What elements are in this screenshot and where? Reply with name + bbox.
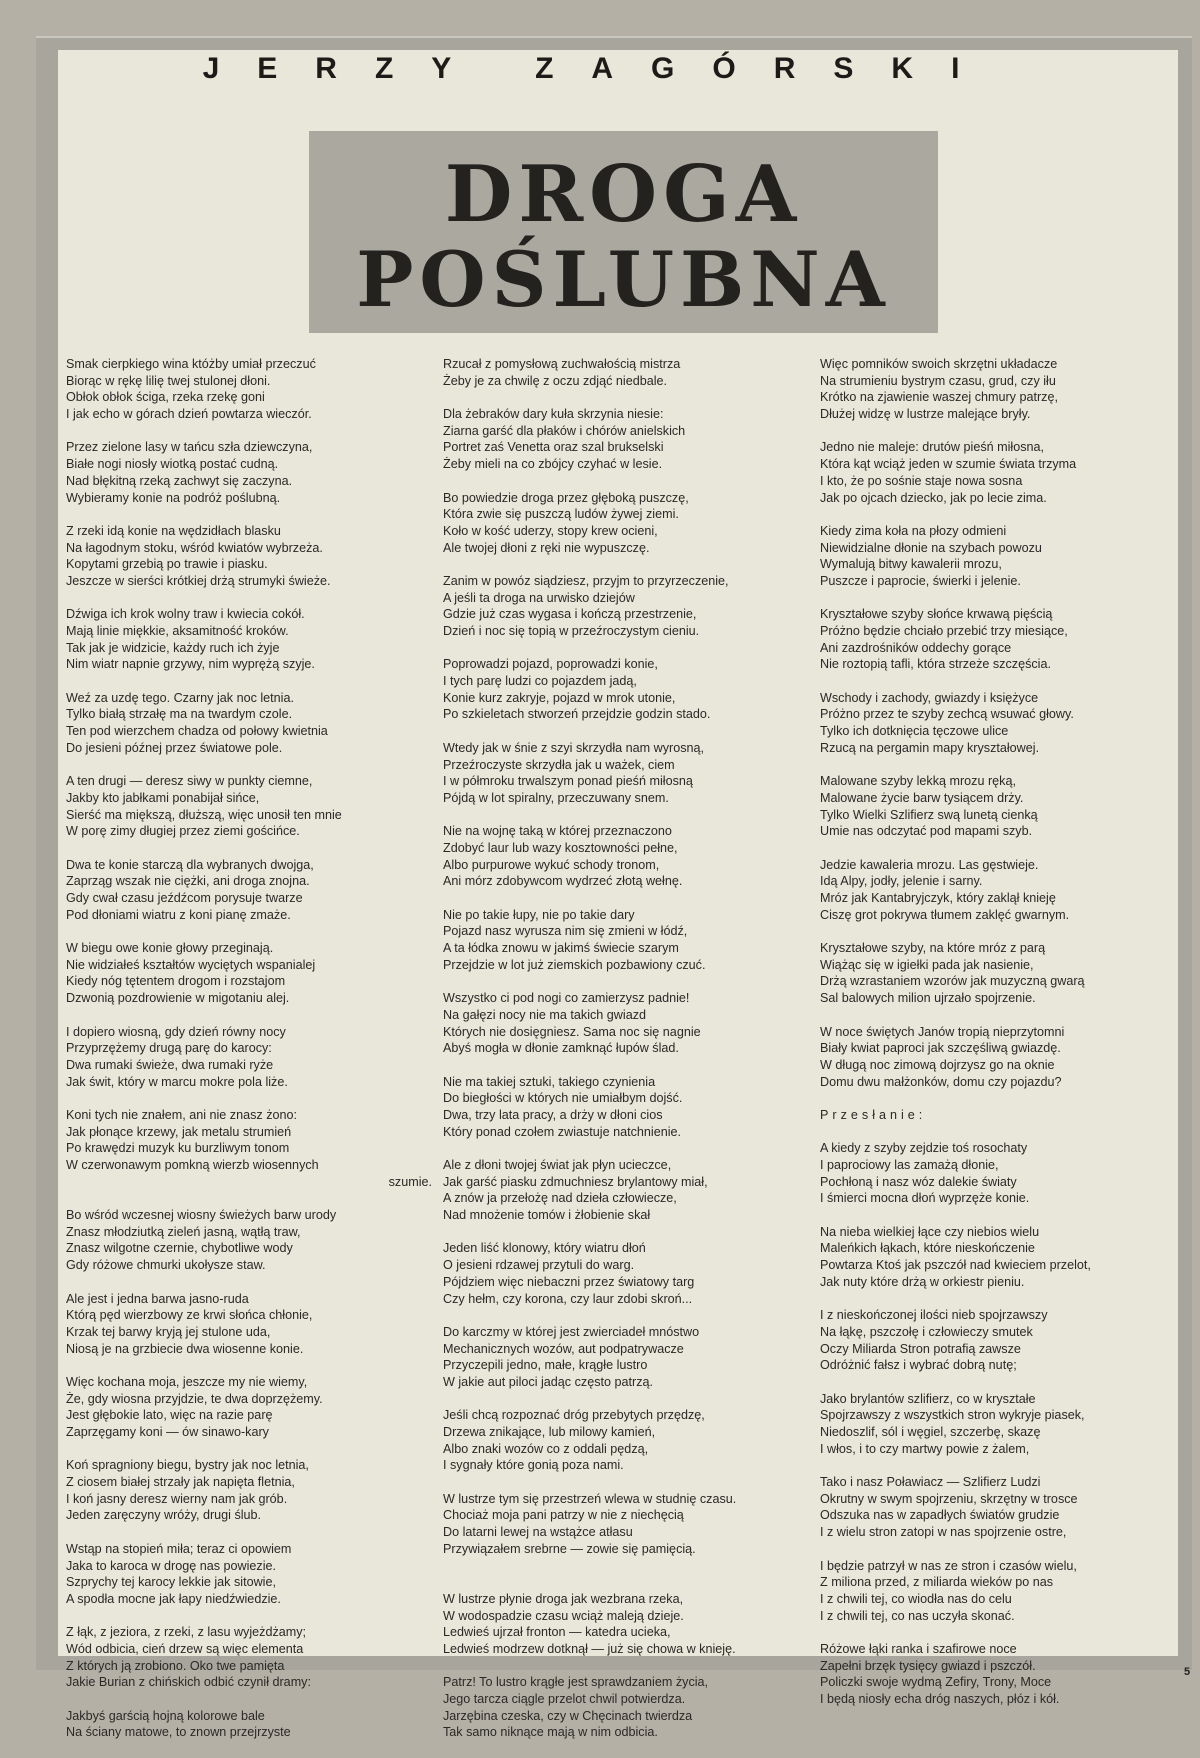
verse-line: Jakie Burian z chińskich odbić czynił dramy:: [66, 1675, 311, 1690]
stanza: [66, 1374, 438, 1441]
verse-line: Drżą wzrastaniem wzorów jak muzyczną gwarą: [820, 974, 1085, 989]
stanza: [443, 490, 815, 557]
verse-line: A spodła mocne jak łapy niedźwiedzie.: [66, 1591, 281, 1606]
verse-line: Więc kochana moja, jeszcze my nie wiemy,: [66, 1374, 308, 1389]
verse-line: Na nieba wielkiej łące czy niebios wielu: [820, 1224, 1040, 1239]
verse-line: Kopytami grzebią po trawie i piasku.: [66, 557, 268, 572]
stanza: [820, 439, 1192, 506]
verse-line: Krótko na zjawienie waszej chmury patrzę,: [820, 390, 1058, 405]
stanza: [66, 356, 438, 423]
verse-line: Próżno przez te szyby zechcą wsuwać głowy.: [820, 707, 1074, 722]
verse-line: Biały kwiat paproci jak szczęśliwą gwiazdę.: [820, 1041, 1061, 1056]
verse-line: Próżno będzie chciało przebić trzy miesiące,: [820, 624, 1068, 638]
verse-line: Na łagodnym stoku, wśród kwiatów wybrzeża.: [66, 540, 323, 555]
verse-line: A znów ja przełożę nad dzieła człowiecze,: [443, 1191, 677, 1206]
stanza: [443, 740, 815, 807]
verse-line: Drzewa znikające, lub milowy kamień,: [443, 1425, 656, 1439]
verse-line: I z chwili tej, co wiodła nas do celu: [820, 1591, 1012, 1606]
stanza: [66, 940, 438, 1007]
verse-line: Po krawędzi muzyk ku burzliwym tonom: [66, 1141, 290, 1156]
verse-line: Nim wiatr napnie grzywy, nim wyprężą szyje.: [66, 657, 315, 672]
verse-line: Do latarni lewej na wstążce atłasu: [443, 1525, 633, 1540]
stanza: [66, 1207, 438, 1274]
stanza: [443, 1491, 815, 1558]
verse-line: Ale twojej dłoni z ręki nie wypuszczę.: [443, 540, 650, 555]
verse-line: Sal balowych milion ujrzało spojrzenie.: [820, 991, 1036, 1006]
verse-line: I paprociowy las zamażą dłonie,: [820, 1158, 999, 1172]
stanza: [443, 823, 815, 890]
verse-line: Żeby je za chwilę z oczu zdjąć niedbale.: [443, 373, 668, 388]
verse-line: Żeby mieli na co zbójcy czyhać w lesie.: [443, 457, 663, 472]
verse-line: Maleńkich łąkach, które nieskończenie: [820, 1241, 1035, 1256]
verse-line: I będzie patrzył w nas ze stron i czasów wielu,: [820, 1558, 1077, 1573]
verse-line: Koń spragniony biegu, bystry jak noc letnia,: [66, 1458, 309, 1473]
verse-line: Dłużej widzę w lustrze malejące bryły.: [820, 407, 1031, 422]
stanza: [66, 1024, 438, 1091]
verse-line: Tylko białą strzałę ma na twardym czole.: [66, 707, 293, 722]
verse-line: Po szkieletach stworzeń przejdzie godzin stado.: [443, 707, 711, 722]
stanza: [820, 1140, 1192, 1207]
verse-line: W wodospadzie czasu wciąż maleją dzieje.: [443, 1608, 684, 1623]
verse-line: Kiedy nóg tętentem drogom i rozstajom: [66, 974, 286, 989]
verse-line: Z ciosem białej strzały jak napięta fletnia,: [66, 1475, 295, 1490]
verse-line: Dwa, trzy lata pracy, a drży w dłoni cios: [443, 1107, 663, 1122]
verse-line: Których nie dosięgniesz. Sama noc się nagnie: [443, 1024, 701, 1039]
stanza: [820, 1391, 1192, 1458]
stanza: [443, 1240, 815, 1307]
stanza: [66, 1107, 438, 1190]
verse-line: Różowe łąki ranka i szafirowe noce: [820, 1641, 1017, 1656]
verse-line: Zdobyć laur lub wazy kosztowności pełne,: [443, 840, 678, 855]
verse-line: Dwa rumaki świeże, dwa rumaki ryże: [66, 1057, 274, 1072]
verse-line: Bo wśród wczesnej wiosny świeżych barw urody: [66, 1208, 337, 1223]
verse-line: A ta łódka znowu w jakimś świecie szarym: [443, 941, 679, 956]
author-name: JERZY ZAGÓRSKI: [202, 52, 998, 85]
verse-line: Koło w kość uderzy, stopy krew ocieni,: [443, 523, 658, 538]
verse-line: Umie nas odczytać pod mapami szyb.: [820, 824, 1033, 839]
verse-line: I kto, że po sośnie staje nowa sosna: [820, 473, 1023, 488]
verse-line: W długą noc zimową dojrzysz go na oknie: [820, 1057, 1055, 1072]
verse-line: W czerwonawym pomkną wierzb wiosennych: [66, 1158, 319, 1172]
verse-line: Tako i nasz Poławiacz — Szlifierz Ludzi: [820, 1475, 1041, 1490]
verse-line: Wybieramy konie na podróż poślubną.: [66, 490, 281, 505]
verse-line: Ledwieś modrzew dotknął — już się chowa w knieję.: [443, 1641, 736, 1656]
verse-line: W biegu owe konie głowy przeginają.: [66, 941, 274, 956]
verse-line: Znasz wilgotne czernie, chybotliwe wody: [66, 1241, 293, 1256]
verse-line: Dzwonią pozdrowienie w migotaniu alej.: [66, 991, 290, 1006]
verse-line: O jesieni rdzawej przytuli do warg.: [443, 1258, 635, 1273]
verse-line: Więc pomników swoich skrzętni układacze: [820, 357, 1058, 371]
stanza: [443, 1324, 815, 1391]
stanza: [443, 1157, 815, 1224]
verse-line: W noce świętych Janów tropią nieprzytomni: [820, 1024, 1065, 1039]
verse-line: Ani mórz zdobywcom wydrzeć złotą wełnę.: [443, 874, 683, 889]
verse-line: Do jesieni późnej przez światowe pole.: [66, 740, 283, 755]
stanza: [820, 1558, 1192, 1625]
verse-line: Jeśli chcą rozpoznać dróg przebytych przędzę,: [443, 1408, 705, 1423]
verse-line: Przeźroczyste skrzydła jak u ważek, ciem: [443, 757, 675, 772]
verse-line: Chociaż moja pani patrzy w nie z niechęcią: [443, 1508, 684, 1523]
verse-line: Tak samo niknące mają w nim odbicia.: [443, 1725, 658, 1740]
verse-line: Przywiązałem srebrne — zowie się pamięcią.: [443, 1541, 696, 1556]
stanza: [66, 606, 438, 673]
poem-column-3: [820, 356, 1192, 1724]
verse-line: Domu dwu małżonków, domu czy pojazdu?: [820, 1074, 1062, 1089]
stanza: [66, 690, 438, 757]
verse-line: Sierść ma miększą, dłuższą, więc unosił ten mnie: [66, 807, 342, 822]
verse-line: Idą Alpy, jodły, jelenie i sarny.: [820, 874, 983, 889]
verse-line: Zapełni brzęk tysięcy gwiazd i pszczół.: [820, 1658, 1036, 1673]
verse-line: Przez zielone lasy w tańcu szła dziewczyna,: [66, 440, 313, 455]
verse-line: Krzak tej barwy kryją jej stulone uda,: [66, 1324, 271, 1339]
verse-line: Jarzębina czeska, czy w Chęcinach twierdza: [443, 1708, 693, 1723]
verse-line: Jest głębokie lato, więc na razie parę: [66, 1408, 273, 1423]
stanza: [66, 439, 438, 506]
verse-line: Niedoszlif, sól i węgiel, szczerbę, skazę: [820, 1425, 1041, 1439]
verse-line: Mechanicznych wozów, aut podpatrywacze: [443, 1341, 684, 1356]
verse-line: Niosą je na grzbiecie dwa wiosenne konie.: [66, 1341, 304, 1356]
stanza: [820, 773, 1192, 840]
verse-line: Zaprząg wszak nie ciężki, ani droga znojna.: [66, 874, 310, 889]
verse-line: Patrz! To lustro krągłe jest sprawdzaniem życia,: [443, 1675, 709, 1690]
stanza: [66, 1457, 438, 1524]
verse-line: Wtedy jak w śnie z szyi skrzydła nam wyrosną,: [443, 740, 705, 755]
verse-line: Pójdziem więc niebaczni przez światowy targ: [443, 1274, 695, 1289]
verse-line: Rzucą na pergamin mapy kryształowej.: [820, 740, 1040, 755]
verse-line: I jak echo w górach dzień powtarza wieczór.: [66, 407, 312, 422]
verse-line: Zanim w powóz siądziesz, przyjm to przyrzeczenie,: [443, 573, 729, 588]
verse-line: Ciszę grot pokrywa tłumem zaklęć gwarnym.: [820, 907, 1070, 922]
verse-line: I włos, i to czy martwy powie z żalem,: [820, 1441, 1030, 1456]
poem-column-2: [443, 356, 815, 1758]
verse-line: Spojrzawszy z wszystkich stron wykryje piasek,: [820, 1408, 1085, 1423]
verse-line: W porę zimy długiej przez ziemi gościńce.: [66, 824, 300, 839]
verse-line: I w półmroku trwalszym ponad pieśń miłosną: [443, 774, 693, 789]
verse-line: Odszuka nas w zapadłych światów grudzie: [820, 1508, 1060, 1523]
verse-line: Jakby kto jabłkami ponabijał sińce,: [66, 790, 260, 805]
stanza: [66, 773, 438, 840]
verse-line: Niewidzialne dłonie na szybach powozu: [820, 540, 1042, 555]
verse-line: Koni tych nie znałem, ani nie znasz żono:: [66, 1107, 298, 1122]
verse-line: Poprowadzi pojazd, poprowadzi konie,: [443, 657, 658, 672]
verse-line: W jakie aut piloci jadąc często patrzą.: [443, 1374, 653, 1389]
verse-line: Która kąt wciąż jeden w szumie świata trzyma: [820, 457, 1077, 472]
verse-line: I z nieskończonej ilości nieb spojrzawszy: [820, 1308, 1048, 1323]
verse-line: Który ponad czołem zwiastuje natchnienie.: [443, 1124, 682, 1139]
verse-line: Konie kurz zakryje, pojazd w mrok utonie,: [443, 690, 676, 705]
verse-line: Na gałęzi nocy nie ma takich gwiazd: [443, 1007, 647, 1022]
verse-line: Przyprzężemy drugą parę do karocy:: [66, 1041, 272, 1056]
verse-line: I z chwili tej, co nas uczyła skonać.: [820, 1608, 1015, 1623]
verse-line: Białe nogi niosły wiotką postać cudną.: [66, 457, 279, 472]
verse-line: Wschody i zachody, gwiazdy i księżyce: [820, 690, 1039, 705]
stanza: [443, 990, 815, 1057]
verse-line: Malowane szyby lekką mrozu ręką,: [820, 774, 1016, 789]
verse-line: Nie po takie łupy, nie po takie dary: [443, 907, 635, 922]
verse-line: I z wielu stron zatopi w nas spojrzenie ostre,: [820, 1525, 1067, 1540]
verse-line: Z których ją zrobiono. Oko twe pamięta: [66, 1658, 285, 1673]
stanza: [820, 690, 1192, 757]
poem-title-line-2: POŚLUBNA: [356, 235, 891, 324]
verse-line: Nie widziałeś kształtów wyciętych wspanialej: [66, 957, 316, 972]
verse-line: Czy hełm, czy korona, czy laur zdobi skroń...: [443, 1291, 693, 1306]
stanza: [443, 1674, 815, 1741]
verse-line: Malowane życie barw tysiącem drży.: [820, 790, 1024, 805]
verse-line: Na ściany matowe, to znown przejrzyste: [66, 1725, 291, 1740]
verse-line: I tych parę ludzi co pojazdem jadą,: [443, 674, 637, 689]
verse-line: I będą niosły echa dróg naszych, płóz i kół.: [820, 1692, 1060, 1706]
verse-line: Biorąc w rękę lilię twej stulonej dłoni.: [66, 373, 271, 388]
verse-line: Na łąkę, pszczołę i człowieczy smutek: [820, 1324, 1033, 1339]
verse-line: Albo purpurowe wykuć schody tronom,: [443, 857, 660, 872]
verse-line: Jeden liść klonowy, który wiatru dłoń: [443, 1241, 646, 1256]
verse-line: Puszcze i paprocie, świerki i jelenie.: [820, 573, 1021, 588]
verse-line: Tylko Wielki Szlifierz swą lunetą cienką: [820, 807, 1038, 822]
verse-line: Portret zaś Venetta oraz szal brukselski: [443, 440, 664, 455]
verse-line: Tylko ich dotknięcia tęczowe ulice: [820, 724, 1009, 739]
stanza: [443, 573, 815, 640]
stanza: [66, 857, 438, 924]
verse-line: Pojazd nasz wyrusza nim się zmieni w łódź,: [443, 924, 688, 939]
verse-line: Jak po ojcach dziecko, jak po lecie zima.: [820, 490, 1047, 505]
verse-line: Jak świt, który w marcu mokre pola liże.: [66, 1074, 288, 1089]
verse-line: Że, gdy wiosna przyjdzie, te dwa doprzężemy.: [66, 1391, 323, 1406]
verse-line: Pochłoną i nasz wóz dalekie światy: [820, 1174, 1017, 1189]
verse-line: Gdy cwał czasu jeźdźcom porysuje twarze: [66, 891, 303, 905]
stanza: [820, 1641, 1192, 1708]
verse-line: Wiążąc się w igiełki pada jak nasienie,: [820, 957, 1034, 972]
verse-line: Powtarza Ktoś jak pszczół nad kwieciem przelot,: [820, 1258, 1091, 1273]
stanza: [820, 1474, 1192, 1541]
poem-title-line-1: DROGA: [444, 149, 803, 240]
verse-line: Nie ma takiej sztuki, takiego czynienia: [443, 1074, 656, 1089]
verse-line: Oczy Miliarda Stron potrafią zawsze: [820, 1341, 1021, 1356]
verse-line: Ani zazdrośników oddechy gorące: [820, 640, 1012, 655]
verse-line: Kiedy zima koła na płozy odmieni: [820, 523, 1007, 538]
verse-line: Jako brylantów szlifierz, co w kryształe: [820, 1391, 1036, 1406]
verse-line: Mróz jak Kantabryjczyk, który zaklął knieję: [820, 891, 1056, 905]
verse-line: Przejdzie w lot już ziemskich pozbawiony czuć.: [443, 957, 706, 972]
verse-line: Szprychy tej karocy lekkie jak sitowie,: [66, 1575, 276, 1590]
verse-line: Jakbyś garścią hojną kolorowe bale: [66, 1708, 265, 1723]
verse-line: Jak garść piasku zdmuchniesz brylantowy miał,: [443, 1174, 708, 1189]
verse-line: A jeśli ta droga na urwisko dziejów: [443, 590, 635, 605]
verse-line: Tak jak je widzicie, każdy ruch ich żyje: [66, 640, 280, 655]
page-number: 5: [1184, 1666, 1191, 1678]
verse-line: Z rzeki idą konie na wędzidłach blasku: [66, 523, 281, 538]
verse-line: Która zwie się puszczą ludów żywej ziemi.: [443, 507, 679, 522]
verse-line: Na strumieniu bystrym czasu, grud, czy iłu: [820, 373, 1056, 388]
verse-line: Rzucał z pomysłową zuchwałością mistrza: [443, 357, 681, 371]
verse-line: Okrutny w swym spojrzeniu, skrzętny w trosce: [820, 1491, 1078, 1506]
verse-line: Ledwieś ujrzał fronton — katedra ucieka,: [443, 1625, 671, 1640]
verse-line: I sygnały które gonią poza nami.: [443, 1458, 624, 1473]
verse-line: Kryształowe szyby, na które mróz z parą: [820, 941, 1046, 956]
verse-line: Bo powiedzie droga przez głęboką puszczę,: [443, 490, 689, 505]
verse-line: Weź za uzdę tego. Czarny jak noc letnia.: [66, 690, 294, 705]
verse-line: Pójdą w lot spiralny, przeczuwany snem.: [443, 790, 669, 805]
dedication-subheading: Przesłanie:: [820, 1107, 927, 1122]
verse-line: Dwa te konie starczą dla wybranych dwojga,: [66, 857, 314, 872]
verse-line: Nie roztopią tafli, która strzeże szczęścia.: [820, 657, 1051, 672]
verse-line: Wszystko ci pod nogi co zamierzysz padnie!: [443, 991, 690, 1006]
stanza: [820, 523, 1192, 590]
stanza: [443, 406, 815, 473]
stanza: [443, 907, 815, 974]
stanza: [443, 1407, 815, 1474]
stanza: [820, 1224, 1192, 1291]
verse-line: W lustrze tym się przestrzeń wlewa w studnię czasu.: [443, 1491, 737, 1506]
verse-line: Nie na wojnę taką w której przeznaczono: [443, 824, 672, 839]
stanza: [66, 523, 438, 590]
stanza: [66, 1541, 438, 1608]
verse-line: Ale jest i jedna barwa jasno-ruda: [66, 1291, 249, 1306]
verse-line: W lustrze płynie droga jak wezbrana rzeka,: [443, 1591, 684, 1606]
verse-line: Do biegłości w których nie umiałbym dojść.: [443, 1091, 683, 1106]
verse-line: [443, 1574, 815, 1591]
verse-line: Dźwiga ich krok wolny traw i kwiecia cokół.: [66, 607, 305, 622]
stanza: [443, 656, 815, 723]
stanza: [66, 1708, 438, 1741]
verse-line: Wstąp na stopień miła; teraz ci opowiem: [66, 1541, 292, 1556]
stanza: [820, 1307, 1192, 1374]
verse-line: Jak płonące krzewy, jak metalu strumień: [66, 1124, 292, 1139]
verse-line: Nad błękitną rzeką zachwyt się zaczyna.: [66, 473, 293, 488]
stanza: [820, 356, 1192, 423]
verse-line: Ten pod wierzchem chadza od połowy kwietnia: [66, 724, 328, 739]
stanza: [820, 857, 1192, 924]
poem-column-1: [66, 356, 438, 1758]
verse-line: Wymalują bitwy kawalerii mrozu,: [820, 557, 1002, 572]
verse-line: szumie.: [388, 1174, 432, 1189]
verse-line: Nad mnożenie tomów i żłobienie skał: [443, 1208, 651, 1223]
verse-line: Z łąk, z jeziora, z rzeki, z lasu wyjeżdżamy;: [66, 1625, 307, 1640]
verse-line: Jeszcze w sierści krótkiej drżą strumyki świeże.: [66, 573, 331, 588]
stanza: [820, 606, 1192, 673]
stanza: [66, 1291, 438, 1358]
verse-line: Ale z dłoni twojej świat jak płyn ucieczce,: [443, 1158, 672, 1172]
verse-line: Do karczmy w której jest zwierciadeł mnóstwo: [443, 1324, 700, 1339]
verse-line: Smak cierpkiego wina któżby umiał przeczuć: [66, 357, 316, 371]
verse-line: Mają linie miękkie, aksamitność kroków.: [66, 624, 289, 638]
verse-line: Zaprzęgamy koni — ów sinawo-kary: [66, 1425, 269, 1439]
verse-line: Z miliona przed, z miliarda wieków po nas: [820, 1575, 1054, 1590]
verse-line: Odróżnić fałsz i wybrać dobrą nutę;: [820, 1358, 1017, 1373]
verse-line: Dla żebraków dary kuła skrzynia niesie:: [443, 407, 664, 422]
verse-line: Którą pęd wierzbowy ze krwi słońca chłonie,: [66, 1308, 313, 1323]
verse-line: Abyś mogła w dłonie zamknąć łupów ślad.: [443, 1041, 679, 1056]
stanza: [443, 1074, 815, 1141]
verse-line: A ten drugi — deresz siwy w punkty ciemne,: [66, 774, 313, 789]
verse-line: Przyczepili jedno, małe, krągłe lustro: [443, 1358, 648, 1373]
verse-line: Ziarna garść dla płaków i chórów anielskich: [443, 423, 686, 438]
verse-line: Gdy różowe chmurki ukołysze staw.: [66, 1258, 266, 1273]
verse-line: Jego tarcza ciągle przelot chwil potwierdza.: [443, 1692, 686, 1706]
stanza: [443, 356, 815, 389]
stanza: [443, 1574, 815, 1657]
stanza: [820, 940, 1192, 1007]
verse-line: Pod dłoniami wiatru z koni pianę zmaże.: [66, 907, 291, 922]
verse-line: Albo znaki wozów co z oddali pędzą,: [443, 1441, 649, 1456]
verse-line: Jedzie kawaleria mrozu. Las gęstwieje.: [820, 857, 1039, 872]
verse-line: A kiedy z szyby zejdzie toś rosochaty: [820, 1141, 1028, 1156]
verse-line: Dzień i noc się topią w przeźroczystym cieniu.: [443, 624, 700, 638]
verse-line: Jaka to karoca w drogę nas powiezie.: [66, 1558, 277, 1573]
verse-line: I dopiero wiosną, gdy dzień równy nocy: [66, 1024, 286, 1039]
verse-line: Obłok obłok ściga, rzeka rzekę goni: [66, 390, 265, 405]
verse-line: Gdzie już czas wygasa i kończą przestrzenie,: [443, 607, 697, 622]
verse-line: Jak nuty które drżą w orkiestr pieniu.: [820, 1274, 1025, 1289]
stanza: [820, 1024, 1192, 1091]
verse-line: Wód odbicia, cień drzew są więc elementa: [66, 1641, 304, 1656]
verse-line: I koń jasny deresz wierny nam jak grób.: [66, 1491, 288, 1506]
verse-line: Jeden zaręczyny wróży, drugi ślub.: [66, 1508, 262, 1523]
verse-line: Znasz młodziutką zieleń jasną, wątłą traw,: [66, 1224, 301, 1239]
verse-line: Jedno nie maleje: drutów pieśń miłosna,: [820, 440, 1045, 455]
verse-line: Policzki swoje wydmą Zefiry, Trony, Moce: [820, 1675, 1052, 1690]
verse-line: I śmierci mocna dłoń wyprzęże konie.: [820, 1191, 1030, 1206]
verse-line: Kryształowe szyby słońce krwawą pięścią: [820, 607, 1053, 622]
